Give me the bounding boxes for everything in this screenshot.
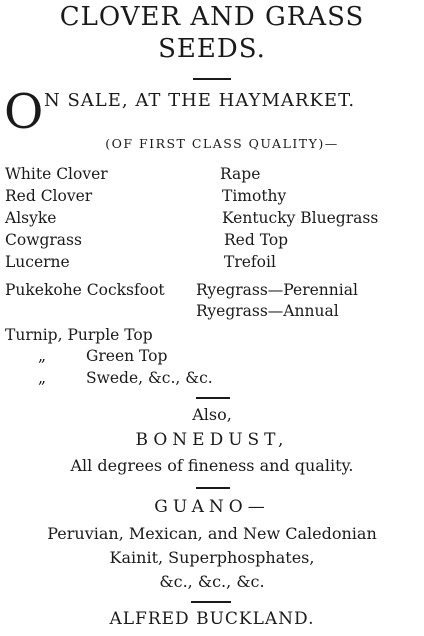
divider <box>196 487 230 489</box>
divider <box>193 78 231 80</box>
title-line-2: SEEDS. <box>158 34 266 64</box>
seed-item: Turnip, Purple Top <box>5 326 153 344</box>
also-text: Also, <box>192 405 232 424</box>
drop-cap: O <box>4 84 44 140</box>
seed-item: Kentucky Bluegrass <box>222 209 379 227</box>
seed-item: Lucerne <box>5 253 70 271</box>
quality-note: (OF FIRST CLASS QUALITY)— <box>105 136 339 151</box>
bonedust-description: All degrees of fineness and quality. <box>70 456 354 475</box>
sale-heading: N SALE, AT THE HAYMARKET. <box>44 90 356 111</box>
bonedust-heading: BONEDUST, <box>135 430 289 450</box>
title-line-1: CLOVER AND GRASS <box>59 2 365 32</box>
seed-item: Ryegrass—Annual <box>196 302 339 320</box>
advertiser-name: ALFRED BUCKLAND. <box>109 609 315 629</box>
seed-item: White Clover <box>5 165 108 183</box>
guano-line: Peruvian, Mexican, and New Caledonian <box>47 524 377 543</box>
seed-item: Trefoil <box>224 253 276 271</box>
ditto-mark: „ <box>38 369 47 387</box>
seed-item: Pukekohe Cocksfoot <box>5 281 165 299</box>
seed-item: Red Top <box>224 231 289 249</box>
seed-item: Alsyke <box>5 209 57 227</box>
divider <box>191 601 231 603</box>
ditto-mark: „ <box>38 347 47 365</box>
seed-item: Rape <box>220 165 261 183</box>
seed-item: Swede, &c., &c. <box>86 369 213 387</box>
divider <box>196 397 230 399</box>
seed-item: Ryegrass—Perennial <box>196 281 358 299</box>
guano-heading: GUANO— <box>154 497 270 517</box>
guano-line: &c., &c., &c. <box>159 572 265 591</box>
guano-line: Kainit, Superphosphates, <box>109 548 315 567</box>
seed-item: Green Top <box>86 347 168 365</box>
seed-item: Timothy <box>222 187 287 205</box>
seed-item: Red Clover <box>5 187 93 205</box>
seed-item: Cowgrass <box>5 231 82 249</box>
